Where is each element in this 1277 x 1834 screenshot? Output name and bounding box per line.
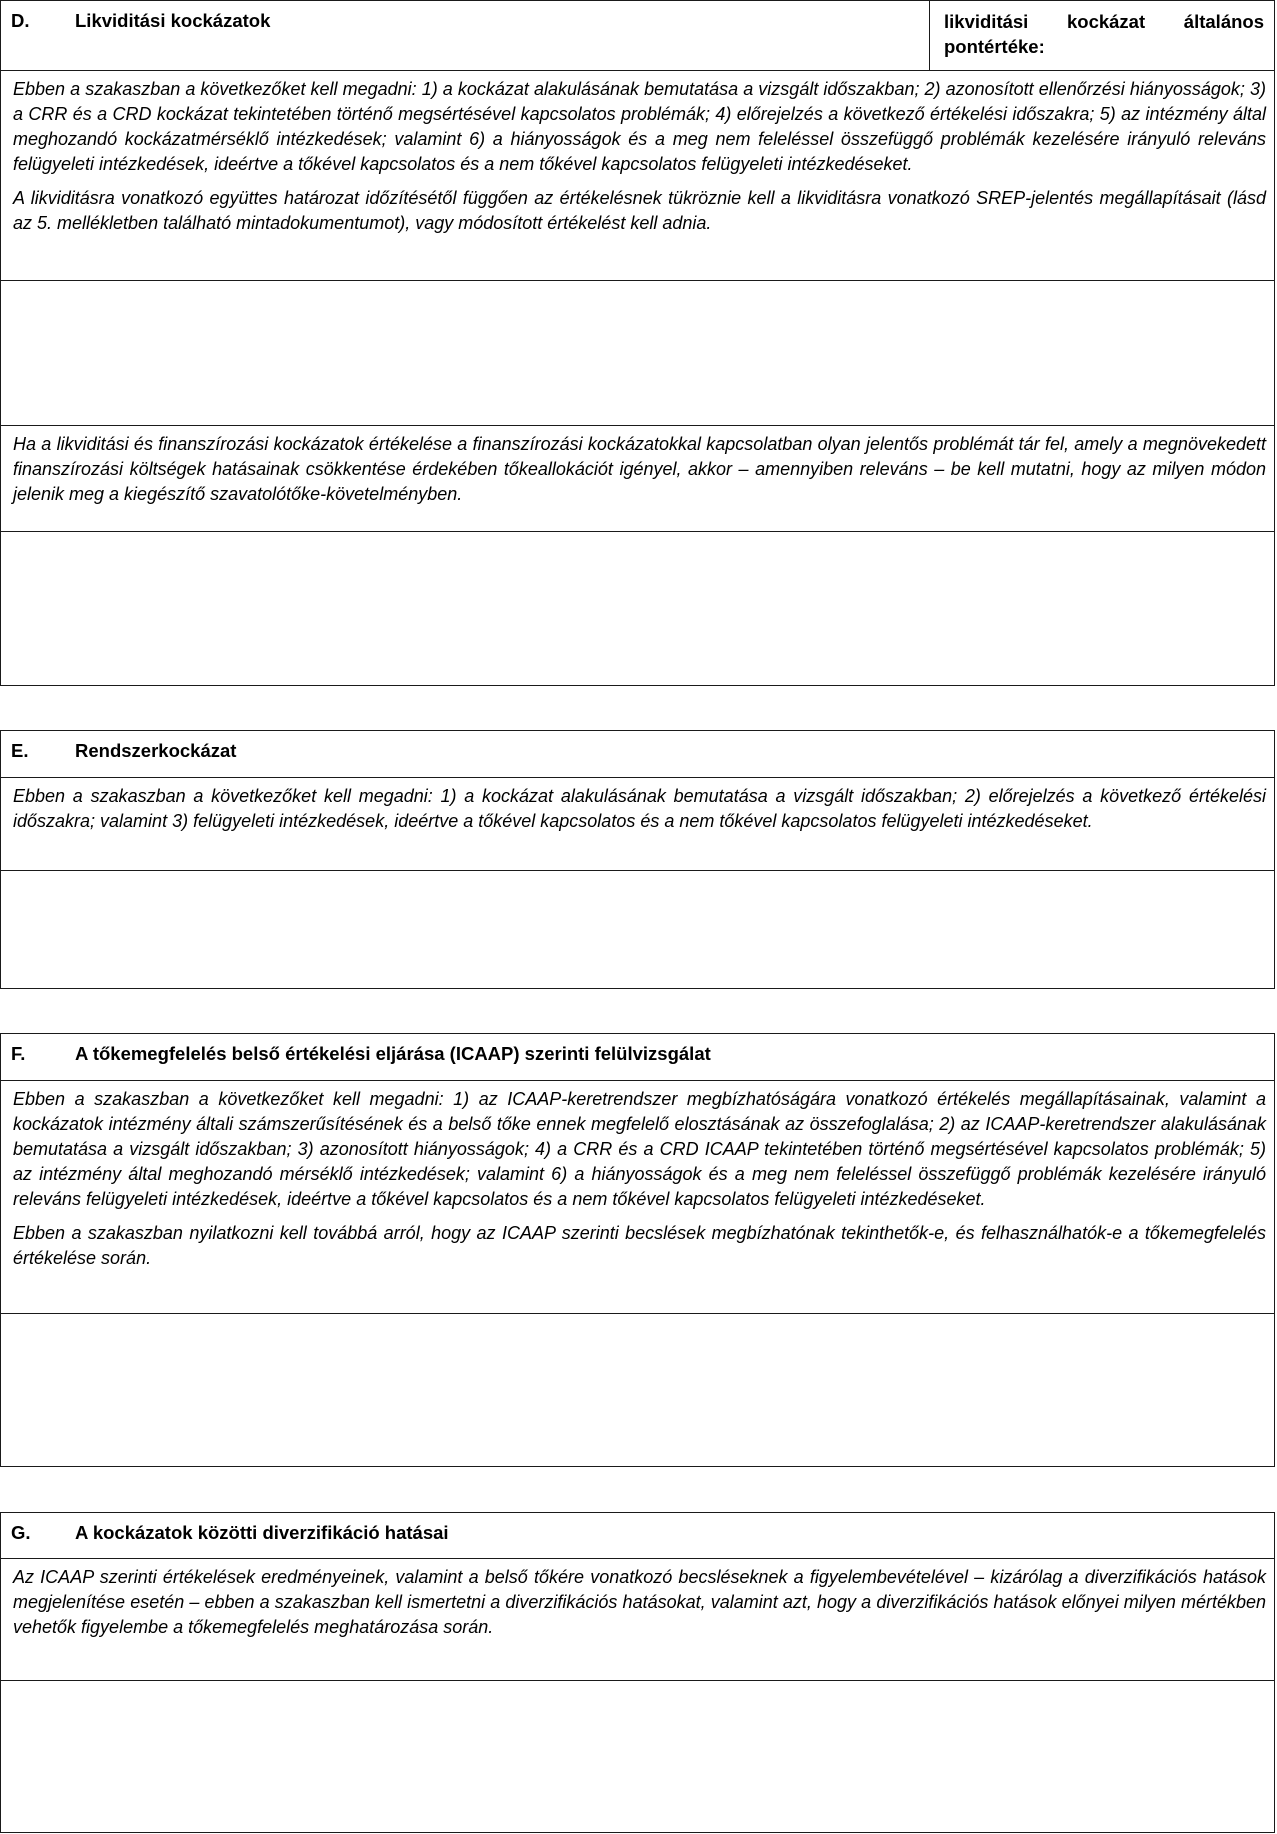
score-label: likviditási kockázat általános pontértéke: <box>944 11 1264 57</box>
section-e-response-field[interactable] <box>1 871 1274 987</box>
section-letter: G. <box>11 1522 31 1543</box>
instruction-paragraph: Az ICAAP szerinti értékelések eredményeinek, valamint a belső tőkére vonatkozó becsléseknek a figyelembevételével – kizárólag a diverzifikációs hatások megjelenítése esetén – ebben a szakaszban kell ismertetni a diverzifikációs hatásokat, valamint azt, hogy a diverzifikációs hatások előnyei milyen mértékben vehetők figyelembe a tőkemegfelelés meghatározása során. <box>13 1567 1266 1637</box>
section-f-table <box>0 1033 1275 1467</box>
section-title: Likviditási kockázatok <box>75 10 271 31</box>
section-d-header-row <box>1 1 1274 71</box>
section-g-instructions <box>1 1559 1274 1681</box>
instruction-paragraph: Ha a likviditási és finanszírozási kockázatok értékelése a finanszírozási kockázatokkal kapcsolatban olyan jelentős problémát tár fel, amely a megnövekedett finanszírozási költségek hatásainak csökkentése érdekében tőkeallokációt igényel, akkor – amennyiben releváns – be kell mutatni, hogy az milyen módon jelenik meg a kiegészítő szavatolótőke-követelményben. <box>13 434 1266 504</box>
section-g-table <box>0 1512 1275 1833</box>
section-letter: F. <box>11 1043 26 1064</box>
section-d-response-field-2[interactable] <box>1 532 1274 682</box>
section-e-instructions <box>1 778 1274 871</box>
instruction-paragraph: Ebben a szakaszban a következőket kell megadni: 1) az ICAAP-keretrendszer megbízhatóságára vonatkozó értékelés megállapításainak, valamint a kockázatok intézmény általi számszerűsítésének és a belső tőke ennek megfelelő elosztásának az összefoglalása; 2) az ICAAP-keretrendszer alakulásának bemutatása a vizsgált időszakban; 3) azonosított hiányosságok; 4) a CRR és a CRD ICAAP tekintetében történő megsértésével kapcsolatos problémák; 5) az intézmény által meghozandó mérséklő intézkedések; valamint 6) a hiányosságok és a meg nem feleléssel összefüggő problémák kezelésére irányuló releváns felügyeleti intézkedések, ideértve a tőkével kapcsolatos és a nem tőkével kapcsolatos felügyeleti intézkedéseket. <box>13 1089 1266 1209</box>
instruction-paragraph: A likviditásra vonatkozó együttes határozat időzítésétől függően az értékelésnek tükröznie kell a likviditásra vonatkozó SREP-jelentés megállapításait (lásd az 5. mellékletben található mintadokumentumot), vagy módosított értékelést kell adnia. <box>13 188 1266 233</box>
section-d-heading <box>1 1 930 70</box>
instruction-paragraph: Ebben a szakaszban nyilatkozni kell továbbá arról, hogy az ICAAP szerinti becslések megbízhatónak tekinthetők-e, és felhasználhatók-e a tőkemegfelelés értékelése során. <box>13 1223 1266 1268</box>
section-e-table <box>0 730 1275 989</box>
section-d-table <box>0 0 1275 686</box>
instruction-paragraph: Ebben a szakaszban a következőket kell megadni: 1) a kockázat alakulásának bemutatása a vizsgált időszakban; 2) előrejelzés a következő értékelési időszakra; valamint 3) felügyeleti intézkedések, ideértve a tőkével kapcsolatos és a nem tőkével kapcsolatos felügyeleti intézkedéseket. <box>13 786 1266 831</box>
section-title: A tőkemegfelelés belső értékelési eljárása (ICAAP) szerinti felülvizsgálat <box>75 1043 711 1064</box>
section-g-response-field[interactable] <box>1 1681 1274 1831</box>
section-g-header-row <box>1 1513 1274 1559</box>
section-e-header-row <box>1 731 1274 778</box>
section-f-header-row <box>1 1034 1274 1081</box>
section-letter: D. <box>11 10 30 31</box>
section-d-response-field-1[interactable] <box>1 281 1274 426</box>
section-f-response-field[interactable] <box>1 1314 1274 1464</box>
section-f-instructions <box>1 1081 1274 1314</box>
section-letter: E. <box>11 740 29 761</box>
section-title: A kockázatok közötti diverzifikáció hatásai <box>75 1522 449 1543</box>
section-d-instructions <box>1 71 1274 281</box>
section-d-instructions-2 <box>1 426 1274 532</box>
section-title: Rendszerkockázat <box>75 740 237 761</box>
instruction-paragraph: Ebben a szakaszban a következőket kell megadni: 1) a kockázat alakulásának bemutatása a vizsgált időszakban; 2) azonosított ellenőrzési hiányosságok; 3) a CRR és a CRD kockázat tekintetében történő megsértésével kapcsolatos problémák; 4) előrejelzés a következő értékelési időszakra; 5) az intézmény által meghozandó kockázatmérséklő intézkedések; valamint 6) a hiányosságok és a meg nem feleléssel összefüggő problémák kezelésére irányuló releváns felügyeleti intézkedések, ideértve a tőkével kapcsolatos és a nem tőkével kapcsolatos felügyeleti intézkedéseket. <box>13 79 1266 174</box>
